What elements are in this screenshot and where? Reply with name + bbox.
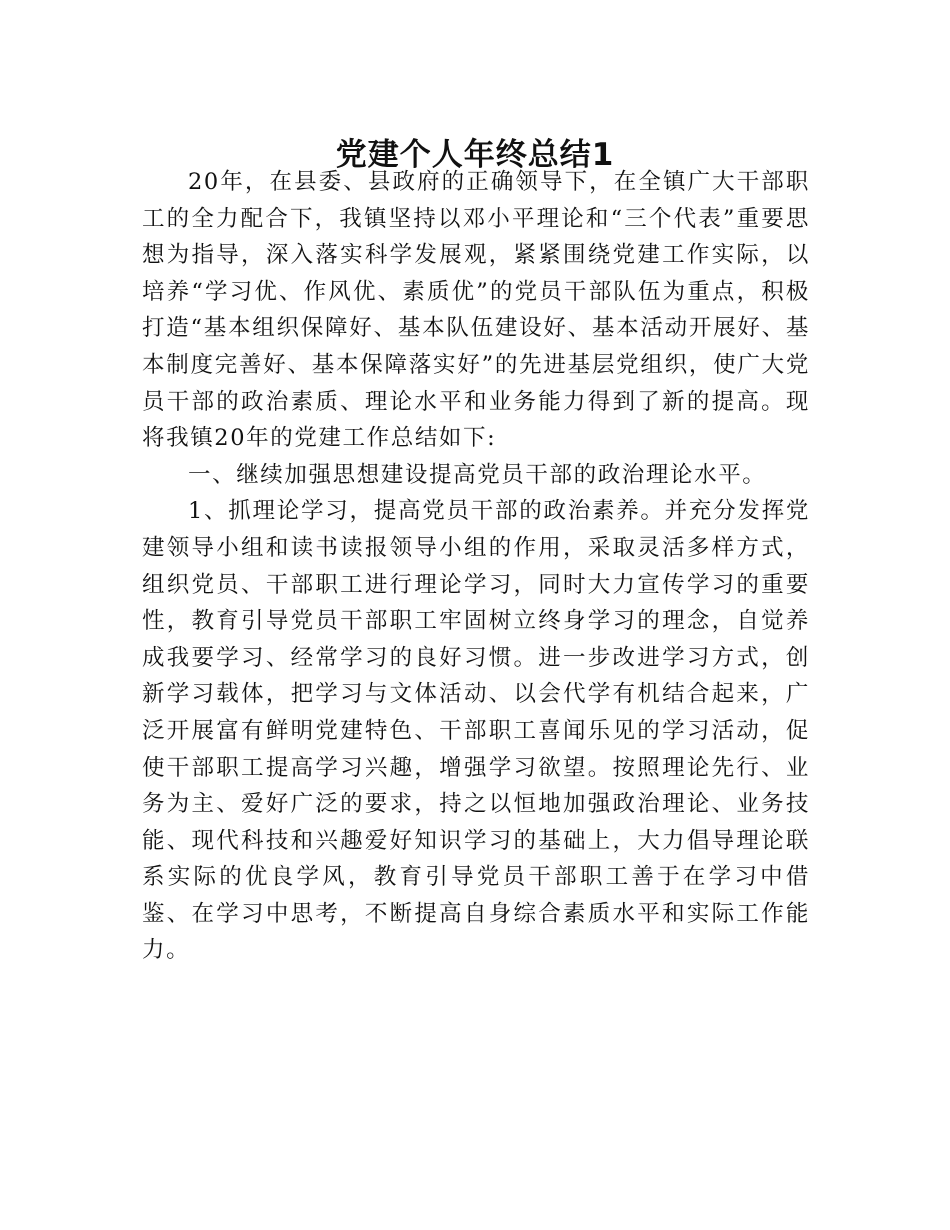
theory-study-paragraph: 1、抓理论学习，提高党员干部的政治素养。并充分发挥党建领导小组和读书读报领导小组的作用，采取灵活多样方式，组织党员、干部职工进行理论学习，同时大力宣传学习的重要性，教育引导党员干部职工牢固树立终身学习的理念，自觉养成我要学习、经常学习的良好习惯。进一步改进学习方式，创新学习载体，把学习与文体活动、以会代学有机结合起来，广泛开展富有鲜明党建特色、干部职工喜闻乐见的学习活动，促使干部职工提高学习兴趣，增强学习欲望。按照理论先行、业务为主、爱好广泛的要求，持之以恒地加强政治理论、业务技能、现代科技和兴趣爱好知识学习的基础上，大力倡导理论联系实际的优良学风，教育引导党员干部职工善于在学习中借鉴、在学习中思考，不断提高自身综合素质水平和实际工作能力。 [142,498,810,964]
document-body [142,164,810,969]
intro-paragraph: 20年，在县委、县政府的正确领导下，在全镇广大干部职工的全力配合下，我镇坚持以邓小平理论和“三个代表”重要思想为指导，深入落实科学发展观，紧紧围绕党建工作实际，以培养“学习优、作风优、素质优”的党员干部队伍为重点，积极打造“基本组织保障好、基本队伍建设好、基本活动开展好、基本制度完善好、基本保障落实好”的先进基层党组织，使广大党员干部的政治素质、理论水平和业务能力得到了新的提高。现将我镇20年的党建工作总结如下: [142,169,810,452]
section-heading-paragraph: 一、继续加强思想建设提高党员干部的政治理论水平。 [188,461,767,488]
document-title: 党建个人年终总结1 [335,136,615,173]
